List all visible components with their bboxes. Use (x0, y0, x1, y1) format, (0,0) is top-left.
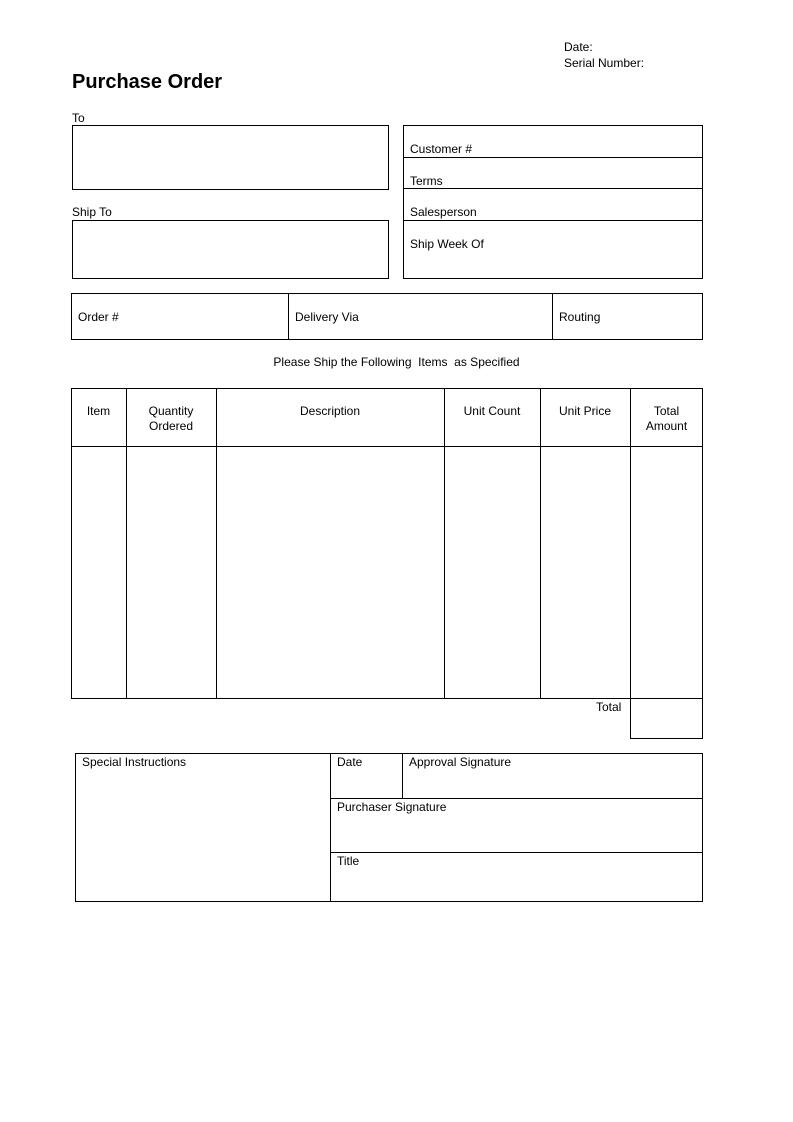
date-approval-divider (402, 753, 403, 799)
footer-section (75, 753, 703, 902)
salesperson-divider (403, 220, 703, 221)
customer-divider (403, 157, 703, 158)
total-label: Total (596, 700, 622, 714)
total-amount-field[interactable] (630, 698, 703, 739)
ship-to-label: Ship To (72, 205, 112, 219)
routing-label: Routing (559, 310, 601, 324)
column-header-quantity: Quantity Ordered (148, 404, 194, 433)
delivery-divider (552, 293, 553, 340)
col-divider-3 (444, 388, 445, 699)
purchaser-divider (330, 852, 703, 853)
title-label: Title (337, 854, 360, 868)
delivery-via-label: Delivery Via (295, 310, 359, 324)
terms-divider (403, 188, 703, 189)
to-address-field[interactable] (72, 125, 389, 190)
terms-label: Terms (410, 174, 443, 188)
to-label: To (72, 111, 85, 125)
ship-week-label: Ship Week Of (410, 237, 484, 251)
order-info-row (71, 293, 703, 340)
date-label: Date: (564, 40, 593, 54)
column-header-unit-price: Unit Price (558, 404, 611, 418)
order-divider (288, 293, 289, 340)
special-instructions-label: Special Instructions (82, 755, 187, 769)
salesperson-label: Salesperson (410, 205, 477, 219)
items-table (71, 388, 703, 699)
column-header-unit-count: Unit Count (463, 404, 521, 418)
ship-to-address-field[interactable] (72, 220, 389, 279)
column-header-total-amount: Total Amount (645, 404, 688, 433)
column-header-description: Description (299, 404, 361, 418)
customer-number-label: Customer # (410, 142, 473, 156)
col-divider-1 (126, 388, 127, 699)
approval-signature-label: Approval Signature (409, 755, 512, 769)
page-title: Purchase Order (72, 71, 223, 93)
approval-divider (330, 798, 703, 799)
order-number-label: Order # (78, 310, 119, 324)
purchaser-signature-label: Purchaser Signature (337, 800, 447, 814)
serial-number-label: Serial Number: (564, 56, 645, 70)
shipping-instruction: Please Ship the Following Items as Specified (273, 355, 520, 369)
col-divider-2 (216, 388, 217, 699)
col-divider-4 (540, 388, 541, 699)
col-divider-5 (630, 388, 631, 699)
footer-date-label: Date (337, 755, 363, 769)
footer-divider-vertical (330, 753, 331, 902)
column-header-item: Item (86, 404, 111, 418)
items-header-divider (71, 446, 703, 447)
